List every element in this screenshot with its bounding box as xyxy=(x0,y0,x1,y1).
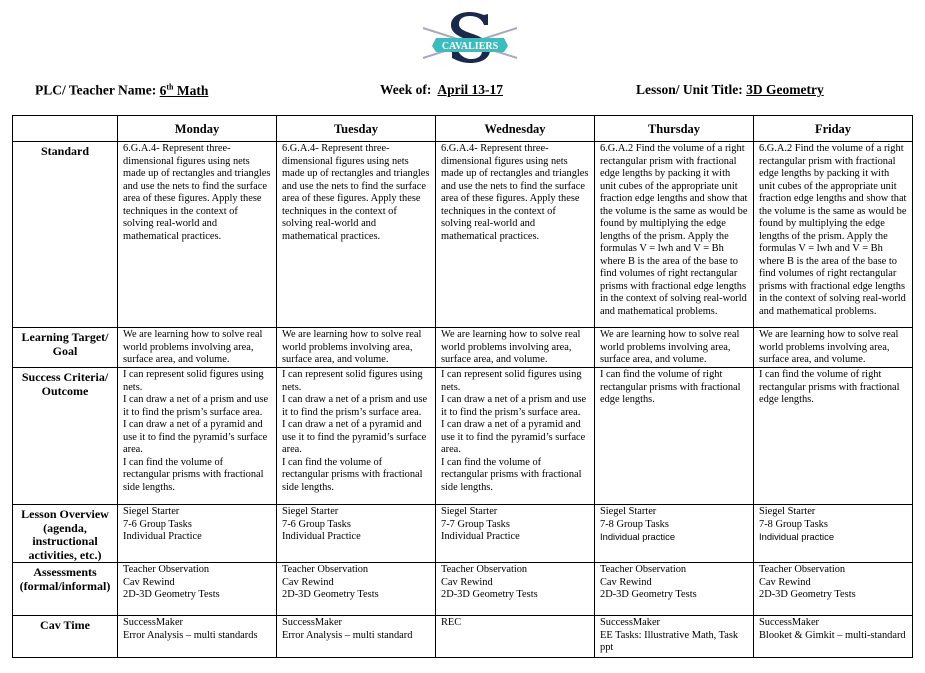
row-label: Standard xyxy=(13,142,118,328)
cell-tuesday xyxy=(277,616,436,658)
cell-line: I can draw a net of a pyramid and use it to find the pyramid’s surface area. xyxy=(282,419,427,455)
cell-line: SuccessMaker xyxy=(600,617,661,628)
cell-thursday xyxy=(595,142,754,328)
cell-line: 2D-3D Geometry Tests xyxy=(123,589,220,600)
corner-cell xyxy=(13,116,118,142)
cell-line: Individual practice xyxy=(600,531,676,542)
cell-line: I can find the volume of right rectangular prisms with fractional edge lengths. xyxy=(759,369,900,405)
teacher-label: PLC/ Teacher Name: xyxy=(35,82,157,98)
title-label: Lesson/ Unit Title: xyxy=(636,82,743,97)
cell-wednesday xyxy=(436,142,595,328)
cell-friday xyxy=(754,616,913,658)
cell-line: 6.G.A.4- Represent three-dimensional figures using nets made up of rectangles and triangles and use the nets to find the surface area of these figures. Apply these techniques in the context of solving real-world and mathematical practices. xyxy=(441,143,589,242)
cell-line: I can draw a net of a pyramid and use it to find the pyramid’s surface area. xyxy=(441,419,586,455)
cell-monday xyxy=(118,368,277,505)
cell-monday xyxy=(118,505,277,563)
cell-thursday xyxy=(595,563,754,616)
teacher-value: 6th Math xyxy=(159,82,209,98)
cell-friday xyxy=(754,328,913,368)
cell-line: EE Tasks: Illustrative Math, Task ppt xyxy=(600,629,739,653)
cell-line: I can represent solid figures using nets. xyxy=(282,369,423,393)
cell-monday xyxy=(118,563,277,616)
week-label: Week of: xyxy=(380,82,432,97)
lesson-plan-table xyxy=(12,115,913,658)
cell-line: I can draw a net of a prism and use it to find the prism’s surface area. xyxy=(123,394,269,418)
cell-line: Individual Practice xyxy=(123,531,202,542)
table-row xyxy=(13,563,913,616)
cell-line: Siegel Starter xyxy=(600,506,657,517)
cell-line: Individual Practice xyxy=(441,531,520,542)
table-row xyxy=(13,142,913,328)
cell-monday xyxy=(118,328,277,368)
cell-friday xyxy=(754,563,913,616)
header-row xyxy=(13,116,913,142)
row-label: Lesson Overview (agenda, instructional activities, etc.) xyxy=(13,505,118,563)
cell-line: Individual Practice xyxy=(282,531,361,542)
cell-line: Cav Rewind xyxy=(123,576,175,588)
cell-line: 2D-3D Geometry Tests xyxy=(759,589,856,600)
cell-line: SuccessMaker xyxy=(123,617,184,628)
cell-line: I can draw a net of a pyramid and use it to find the pyramid’s surface area. xyxy=(123,419,268,455)
cell-line: Siegel Starter xyxy=(759,506,816,517)
cell-monday xyxy=(118,142,277,328)
cell-line: 6.G.A.4- Represent three-dimensional figures using nets made up of rectangles and triangles and use the nets to find the surface area of these figures. Apply these techniques in the context of solving real-world and mathematical practices. xyxy=(123,143,271,242)
cell-line: 7-7 Group Tasks xyxy=(441,518,510,530)
table-row xyxy=(13,505,913,563)
cell-line: Individual practice xyxy=(759,531,835,542)
cell-line: Cav Rewind xyxy=(441,576,493,588)
cell-line: I can draw a net of a prism and use it to find the prism’s surface area. xyxy=(282,394,428,418)
cell-line: Error Analysis – multi standards xyxy=(123,629,258,641)
cell-wednesday xyxy=(436,368,595,505)
logo-text: CAVALIERS xyxy=(441,41,499,52)
title-value: 3D Geometry xyxy=(746,82,824,97)
cell-line: I can find the volume of rectangular prisms with fractional side lengths. xyxy=(123,456,264,493)
teacher-name xyxy=(35,82,208,99)
row-label: Cav Time xyxy=(13,616,118,658)
cell-line: I can find the volume of rectangular prisms with fractional side lengths. xyxy=(441,456,582,493)
cell-line: 6.G.A.2 Find the volume of a right rectangular prism with fractional edge lengths by packing it with unit cubes of the appropriate unit fraction edge lengths and show that the volume is the same as would be found by multiplying the edge lengths of the prism. Apply the formulas V = lwh and V = Bh where B is the area of the base to find volumes of right rectangular prisms with fractional edge lengths in the context of solving real-world and mathematical problems. xyxy=(600,143,748,317)
cell-line: I can find the volume of rectangular prisms with fractional side lengths. xyxy=(282,456,423,493)
cell-line: I can find the volume of right rectangular prisms with fractional edge lengths. xyxy=(600,369,741,405)
cell-line: We are learning how to solve real world problems involving area, surface area, and volume. xyxy=(600,329,740,365)
cell-wednesday xyxy=(436,616,595,658)
cell-wednesday xyxy=(436,505,595,563)
day-header-thursday: Thursday xyxy=(595,116,754,142)
cavaliers-logo xyxy=(418,8,522,64)
day-header-tuesday: Tuesday xyxy=(277,116,436,142)
lesson-title xyxy=(636,82,824,98)
cell-monday xyxy=(118,616,277,658)
row-label: Assessments (formal/informal) xyxy=(13,563,118,616)
table-row xyxy=(13,616,913,658)
cell-line: I can represent solid figures using nets. xyxy=(123,369,264,393)
cell-line: Siegel Starter xyxy=(441,506,498,517)
cell-line: SuccessMaker xyxy=(282,617,343,628)
cell-line: Teacher Observation xyxy=(282,564,369,575)
cell-tuesday xyxy=(277,563,436,616)
cell-line: 6.G.A.2 Find the volume of a right rectangular prism with fractional edge lengths by packing it with unit cubes of the appropriate unit fraction edge lengths and show that the volume is the same as would be found by multiplying the edge lengths of the prism. Apply the formulas V = lwh and V = Bh where B is the area of the base to find volumes of right rectangular prisms with fractional edge lengths in the context of solving real-world and mathematical problems. xyxy=(759,143,907,317)
cell-line: 2D-3D Geometry Tests xyxy=(441,589,538,600)
day-header-monday: Monday xyxy=(118,116,277,142)
row-label: Learning Target/ Goal xyxy=(13,328,118,368)
cell-line: 7-8 Group Tasks xyxy=(759,518,828,530)
cell-wednesday xyxy=(436,563,595,616)
cell-friday xyxy=(754,368,913,505)
cell-line: We are learning how to solve real world problems involving area, surface area, and volume. xyxy=(123,329,263,365)
cell-line: Siegel Starter xyxy=(282,506,339,517)
cell-line: Blooket & Gimkit – multi-standard xyxy=(759,629,906,641)
cell-tuesday xyxy=(277,328,436,368)
cell-line: We are learning how to solve real world problems involving area, surface area, and volume. xyxy=(759,329,899,365)
cell-thursday xyxy=(595,368,754,505)
cell-tuesday xyxy=(277,142,436,328)
cell-friday xyxy=(754,505,913,563)
cell-line: We are learning how to solve real world problems involving area, surface area, and volume. xyxy=(282,329,422,365)
cell-line: 2D-3D Geometry Tests xyxy=(282,589,379,600)
cell-line: 7-6 Group Tasks xyxy=(123,518,192,530)
cell-line: 7-8 Group Tasks xyxy=(600,518,669,530)
cell-line: I can represent solid figures using nets. xyxy=(441,369,582,393)
cell-line: 7-6 Group Tasks xyxy=(282,518,351,530)
cell-thursday xyxy=(595,505,754,563)
week-value: April 13-17 xyxy=(437,82,504,97)
cell-thursday xyxy=(595,616,754,658)
cell-line: Teacher Observation xyxy=(123,564,210,575)
cell-line: REC xyxy=(441,617,462,628)
cell-line: Cav Rewind xyxy=(759,576,811,588)
row-label: Success Criteria/ Outcome xyxy=(13,368,118,505)
cell-line: Error Analysis – multi standard xyxy=(282,629,413,641)
cell-line: We are learning how to solve real world problems involving area, surface area, and volume. xyxy=(441,329,581,365)
cell-line: SuccessMaker xyxy=(759,617,820,628)
cell-line: Cav Rewind xyxy=(282,576,334,588)
cell-line: 6.G.A.4- Represent three-dimensional figures using nets made up of rectangles and triangles and use the nets to find the surface area of these figures. Apply these techniques in the context of solving real-world and mathematical practices. xyxy=(282,143,430,242)
table-row xyxy=(13,328,913,368)
cell-line: 2D-3D Geometry Tests xyxy=(600,589,697,600)
cell-line: I can draw a net of a prism and use it to find the prism’s surface area. xyxy=(441,394,587,418)
table-row xyxy=(13,368,913,505)
cell-line: Teacher Observation xyxy=(759,564,846,575)
cell-thursday xyxy=(595,328,754,368)
cell-line: Teacher Observation xyxy=(441,564,528,575)
cell-tuesday xyxy=(277,505,436,563)
cell-line: Siegel Starter xyxy=(123,506,180,517)
cell-wednesday xyxy=(436,328,595,368)
cell-line: Cav Rewind xyxy=(600,576,652,588)
week-of xyxy=(380,82,503,98)
day-header-wednesday: Wednesday xyxy=(436,116,595,142)
cell-line: Teacher Observation xyxy=(600,564,687,575)
cell-tuesday xyxy=(277,368,436,505)
day-header-friday: Friday xyxy=(754,116,913,142)
cell-friday xyxy=(754,142,913,328)
